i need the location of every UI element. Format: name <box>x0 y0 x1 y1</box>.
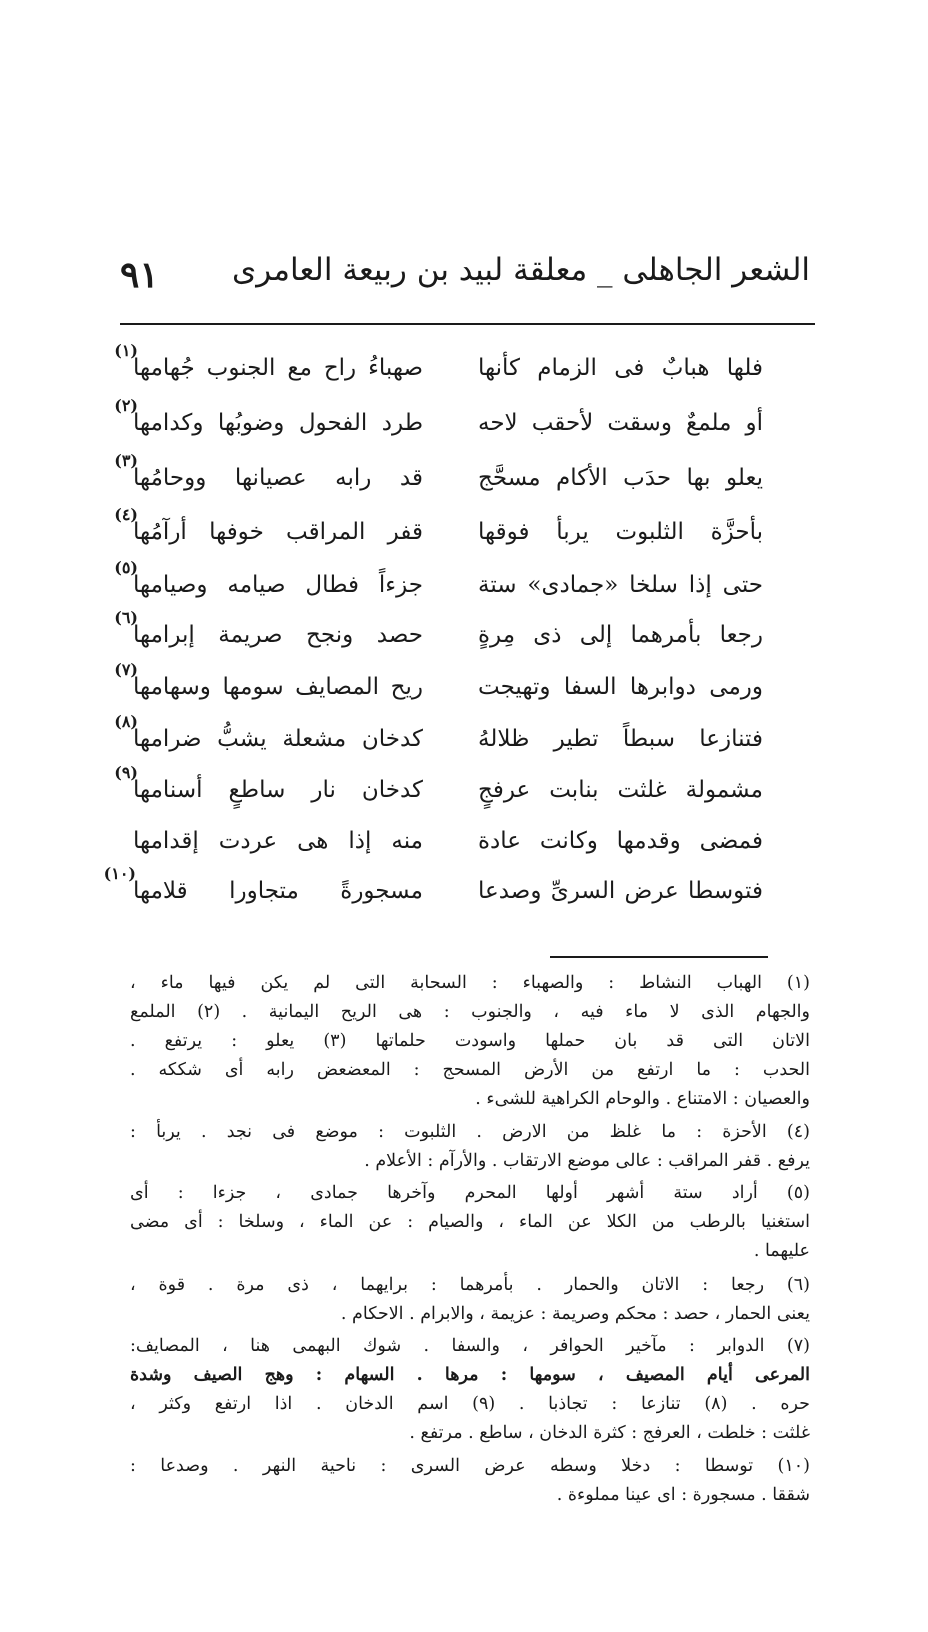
verse-second-hemistich: جزءاً فطال صيامه وصيامها <box>133 572 423 598</box>
footnote-line: يرفع . قفر المراقب : عالى موضع الارتقاب . والأرآم : الأعلام . <box>364 1151 810 1171</box>
footnote-marker: (٣) <box>114 451 138 470</box>
verse <box>0 712 928 762</box>
verse-first-hemistich: فلها هبابٌ فى الزمام كأنها <box>478 355 763 381</box>
verse-first-hemistich: حتى إذا سلخا «جمادى» ستة <box>478 572 763 598</box>
verse-second-hemistich: طرد الفحول وضوبُها وكدامها <box>133 410 423 436</box>
verse-first-hemistich: بأحزَّة الثلبوت يربأ فوقها <box>478 519 763 545</box>
verse-second-hemistich: كدخان نار ساطعٍ أسنامها <box>133 777 423 803</box>
verse <box>0 341 928 391</box>
footnote-marker: (١٠) <box>103 864 136 883</box>
verse-second-hemistich: منه إذا هى عردت إقدامها <box>133 828 423 854</box>
footnote-line: غلثت : خلطت ، العرفج : كثرة الدخان ، ساطع . مرتفع . <box>409 1423 810 1443</box>
verse-second-hemistich: حصد ونجح صريمة إبرامها <box>133 622 423 648</box>
footnote-marker: (٨) <box>114 712 138 731</box>
footnote-marker: (٢) <box>114 396 138 415</box>
verse <box>0 763 928 813</box>
footnote-marker: (٧) <box>114 660 138 679</box>
verse <box>0 451 928 501</box>
footnote-rule <box>550 956 768 958</box>
verse <box>0 818 928 864</box>
verse-second-hemistich: قفر المراقب خوفها أرآمُها <box>133 519 423 545</box>
footnote-line: المرعى أيام المصيف ، سومها : مرها . السهام : وهج الصيف وشدة <box>130 1365 810 1385</box>
footnote-line: والعصيان : الامتناع . والوحام الكراهية للشىء . <box>475 1089 810 1109</box>
footnote-line: يعنى الحمار ، حصد : محكم وصريمة : عزيمة ، والابرام . الاحكام . <box>340 1304 810 1324</box>
footnote-line: استغنيا بالرطب من الكلا عن الماء ، والصيام : عن الماء ، وسلخا : أى مضى <box>130 1212 810 1232</box>
verse-first-hemistich: ورمى دوابرها السفا وتهيجت <box>478 674 763 700</box>
footnote-line: (١٠) توسطا : دخلا وسطه عرض السرى : ناحية النهر . وصدعا : <box>130 1456 810 1476</box>
verse <box>0 558 928 608</box>
verse-first-hemistich: يعلو بها حدَب الأكام مسحَّج <box>478 465 763 491</box>
footnote-line: (١) الهباب النشاط : والصهباء : السحابة التى لم يكن فيها ماء ، <box>130 973 810 993</box>
verse-first-hemistich: فمضى وقدمها وكانت عادة <box>478 828 763 854</box>
verse-first-hemistich: أو ملمعٌ وسقت لأحقب لاحه <box>478 410 763 436</box>
running-title: الشعر الجاهلى _ معلقة لبيد بن ربيعة العامرى <box>232 252 810 288</box>
verse-second-hemistich: كدخان مشعلة يشبُّ ضرامها <box>133 726 423 752</box>
footnote-line: والجهام الذى لا ماء فيه ، والجنوب : هى الريح اليمانية . (٢) الملمع <box>130 1002 810 1022</box>
verse-first-hemistich: فتوسطا عرض السرىِّ وصدعا <box>478 878 763 904</box>
verse-first-hemistich: رجعا بأمرهما إلى ذى مِرةٍ <box>478 622 763 648</box>
footnote-marker: (٩) <box>114 763 138 782</box>
verse-second-hemistich: ريح المصايف سومها وسهامها <box>133 674 423 700</box>
verse-first-hemistich: فتنازعا سبطاً تطير ظلالهُ <box>478 726 763 752</box>
footnote-line: عليهما . <box>753 1241 810 1261</box>
footnote-line: الاتان التى قد بان حملها واسودت حلماتها (٣) يعلو : يرتفع . <box>130 1031 810 1051</box>
verse-second-hemistich: قد رابه عصيانها ووحامُها <box>133 465 423 491</box>
footnote-line: شققا . مسجورة : اى عينا مملوءة . <box>556 1485 810 1505</box>
page-number: ٩١ <box>120 254 159 296</box>
footnote-line: (٦) رجعا : الاتان والحمار . بأمرهما : برايهما ، ذى مرة . قوة ، <box>130 1275 810 1295</box>
verse-second-hemistich: مسجورةً متجاورا قلامها <box>133 878 423 904</box>
verse <box>0 608 928 658</box>
page-header <box>120 252 810 308</box>
verse <box>0 505 928 555</box>
footnote-line: حره . (٨) تنازعا : تجاذبا . (٩) اسم الدخان . اذا ارتفع وكثر ، <box>130 1394 810 1414</box>
footnote-marker: (١) <box>114 341 138 360</box>
footnote-line: (٤) الأحزة : ما غلظ من الارض . الثلبوت : موضع فى نجد . يربأ : <box>130 1122 810 1142</box>
verse <box>0 864 928 914</box>
footnote-line: (٧) الدوابر : مآخير الحوافر ، والسفا . شوك البهمى هنا ، المصايف: <box>130 1336 810 1356</box>
footnote-marker: (٤) <box>114 505 138 524</box>
footnote-marker: (٦) <box>114 608 138 627</box>
header-rule <box>120 323 815 325</box>
verse-second-hemistich: صهباءُ راح مع الجنوب جُهامها <box>133 355 423 381</box>
footnote-line: الحدب : ما ارتفع من الأرض المسحج : المعضعض رابه أى شككه . <box>130 1060 810 1080</box>
verse <box>0 396 928 446</box>
verse-first-hemistich: مشمولة غلثت بنابت عرفجٍ <box>478 777 763 803</box>
verse <box>0 660 928 710</box>
footnote-marker: (٥) <box>114 558 138 577</box>
footnote-line: (٥) أراد ستة أشهر أولها المحرم وآخرها جمادى ، جزءا : أى <box>130 1183 810 1203</box>
